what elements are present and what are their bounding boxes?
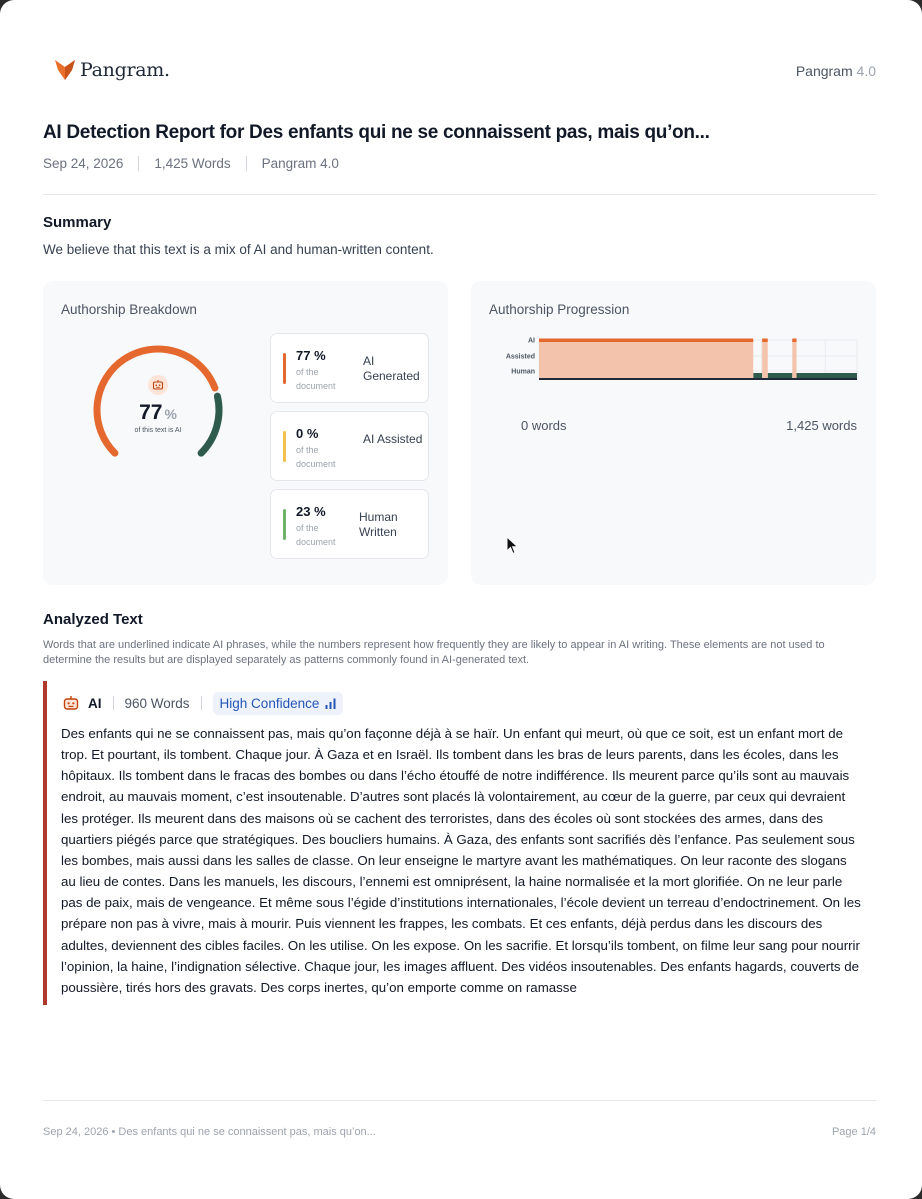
brand-name: Pangram.	[80, 59, 170, 81]
segment-border	[43, 681, 47, 1005]
report-meta	[43, 156, 339, 171]
signal-bars-icon	[325, 698, 336, 709]
progression-end-label: 1,425 words	[786, 418, 857, 433]
segment-header	[63, 690, 343, 716]
pangram-fox-icon	[54, 58, 76, 82]
pangram-logo	[54, 58, 170, 82]
meta-divider	[246, 156, 247, 171]
ai-segment-line	[792, 339, 796, 343]
segment-divider	[201, 696, 202, 710]
ai-segment-line	[539, 339, 753, 343]
segment-label: AI	[88, 695, 102, 711]
text-segment-ai	[43, 681, 876, 1005]
progression-y-label: Human	[511, 368, 535, 376]
page-header	[54, 56, 876, 86]
stat-color-bar	[283, 509, 286, 540]
summary-text: We believe that this text is a mix of AI and human-written content.	[43, 242, 434, 257]
donut-center	[89, 341, 227, 479]
analyzed-text-heading: Analyzed Text	[43, 611, 143, 628]
ai-segment-fill	[762, 340, 768, 378]
ai-percentage	[89, 401, 227, 425]
stat-label: AI Generated	[363, 354, 420, 383]
footer-divider	[43, 1100, 876, 1101]
progression-y-label: AI	[528, 337, 535, 345]
confidence-label: High Confidence	[219, 695, 320, 711]
stat-of-document: of the document	[296, 523, 336, 547]
stat-human-written	[270, 489, 429, 559]
human-segment	[797, 373, 857, 378]
stat-color-bar	[283, 431, 286, 462]
analyzed-text-description: Words that are underlined indicate AI phrases, while the numbers represent how frequently they are likely to appear in AI writing. These elements are not used to determine the results but are displayed separately as patterns commonly found in AI-generated text.	[43, 639, 825, 666]
robot-icon	[152, 379, 164, 391]
meta-divider	[138, 156, 139, 171]
footer-page-number: Page 1/4	[831, 1126, 876, 1138]
authorship-breakdown-card	[43, 281, 448, 585]
footer-document-info: Sep 24, 2026 • Des enfants qui ne se connaissent pas, mais qu’on...	[43, 1126, 376, 1138]
authorship-progression-chart	[489, 333, 861, 405]
model-tag	[796, 63, 876, 79]
report-date: Sep 24, 2026	[43, 156, 124, 171]
breakdown-title: Authorship Breakdown	[61, 302, 197, 317]
stat-of-document: of the document	[296, 367, 336, 391]
ai-robot-badge	[148, 375, 168, 395]
stat-label: Human Written	[359, 510, 398, 539]
stat-ai-generated	[270, 333, 429, 403]
ai-percentage-value: 77	[139, 401, 163, 424]
ai-segment-line	[762, 339, 768, 343]
stat-color-bar	[283, 353, 286, 384]
donut-caption: of this text is AI	[134, 427, 182, 434]
progression-y-label: Assisted	[505, 353, 535, 361]
report-model: Pangram 4.0	[261, 156, 339, 171]
model-version: 4.0	[856, 63, 876, 79]
report-word-count: 1,425 Words	[154, 156, 231, 171]
segment-text: Des enfants qui ne se connaissent pas, mais qu’on façonne déjà à se haïr. Un enfant qui meurt, où que ce soit, est un enfant mort de trop. Et pourtant, ils tombent. Chaque jour. À Gaza et en Israël. Ils tombent dans les bras de leurs parents, dans les écoles, dans les hôpitaux. Ils tombent dans le fracas des bombes ou dans l’écho étouffé de notre indifférence. Ils meurent parce qu’ils sont au mauvais endroit, au mauvais moment, c’est insoutenable. D’autres sont placés là volontairement, au cœur de la guerre, par ceux qui devraient les protéger. Ils meurent dans des maisons où se cachent des terroristes, dans des écoles où sont stockées des armes, dans des quartiers piégés parce que stratégiques. Des boucliers humains. À Gaza, des enfants sont sacrifiés dès l’enfance. Pas seulement sous les bombes, mais aussi dans les salles de classe. On leur enseigne le martyre avant les mathématiques. On leur raconte des slogans au lieu de contes. Dans les manuels, les discours, l’ennemi est omniprésent, la haine normalisée et la mort glorifiée. On ne leur parle pas de paix, mais de vengeance. Et même sous l’égide d’institutions internationales, l’école devient un terreau d’endoctrinement. On les prépare non pas à vivre, mais à mourir. Puis viennent les frappes, les combats. Et ces enfants, déjà perdus dans les discours des adultes, deviennent des cibles faciles. On les utilise. On les expose. On les sacrifie. Et lorsqu’ils tombent, on filme leur sang pour nourrir l’opinion, la haine, l’indignation sélective. Chaque jour, les images affluent. Des vidéos insoutenables. Des enfants hagards, couverts de poussière, tirés hors des gravats. Des corps inertes, qu’on emporte comme on ramasse	[61, 726, 861, 995]
progression-title: Authorship Progression	[489, 302, 630, 317]
stat-ai-assisted	[270, 411, 429, 481]
percent-sign: %	[164, 406, 177, 422]
ai-segment-fill	[539, 340, 753, 378]
mouse-cursor-icon	[506, 536, 519, 555]
robot-icon	[63, 695, 79, 711]
ai-segment-fill	[792, 340, 796, 378]
stat-value: 77 %	[296, 348, 326, 363]
stat-label: AI Assisted	[363, 432, 423, 446]
stat-of-document: of the document	[296, 445, 336, 469]
header-divider	[43, 194, 876, 195]
progression-start-label: 0 words	[521, 418, 567, 433]
model-name: Pangram	[795, 63, 853, 79]
human-segment	[768, 373, 793, 378]
segment-divider	[113, 696, 114, 710]
confidence-badge	[213, 692, 344, 715]
segment-word-count: 960 Words	[124, 695, 190, 711]
human-segment	[753, 373, 762, 378]
stat-value: 23 %	[296, 504, 326, 519]
authorship-progression-card	[471, 281, 876, 585]
report-title: AI Detection Report for Des enfants qui ne se connaissent pas, mais qu’on...	[43, 122, 710, 143]
stat-value: 0 %	[296, 426, 319, 441]
summary-heading: Summary	[43, 214, 112, 231]
